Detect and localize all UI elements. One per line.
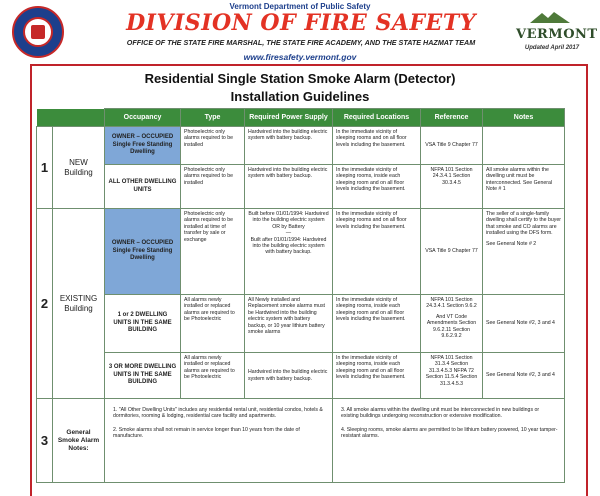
notes-cell: See General Note #2, 3 and 4 [483,295,565,353]
dps-seal-logo [12,6,64,58]
notes-seller-certify: The seller of a single-family dwelling shall certify to the buyer that smoke and CO alarms are installed using the DFS form. [486,211,561,237]
notes-cell: See General Note #2, 3 and 4 [483,353,565,399]
type-cell: All alarms newly installed or replaced alarms are required to be Photoelectric [181,295,245,353]
section-label-existing-2: Building [64,303,93,313]
col-header-type: Type [181,109,245,127]
notes-cell [483,127,565,165]
table-row [37,127,565,165]
power-after-1994: Built after 01/01/1994: Hardwired into the building electric system with battery backup. [250,236,327,256]
locations-cell: In the immediate vicinity of sleeping rooms and on all floor levels including the basement. [333,209,421,295]
reference-cell: VSA Title 9 Chapter 77 [421,127,483,165]
section-label-new-1: NEW [69,157,88,167]
section-label-existing-1: EXISTING [59,293,98,303]
website-link[interactable]: www.firesafety.vermont.gov [243,52,357,62]
section-label-new-2: Building [64,167,93,177]
table-row [37,399,565,483]
title-line-1: Residential Single Station Smoke Alarm (Detector) [144,71,456,86]
table-row [37,209,565,295]
section-number-existing: 2 [37,209,53,399]
reference-cell: NFPA 101 Section 31.3.4 Section 31.3.4.5.3 NFPA 72 Section 11.5.4 Section 31.3.4.5.3 [421,353,483,399]
table-row [37,165,565,209]
occupancy-cell: OWNER – OCCUPIED Single Free Standing Dwelling [105,209,181,295]
seal-emblem-icon [31,25,45,39]
vermont-wordmark: VERMONT [516,27,598,42]
table-header-row [37,109,565,127]
section-label-new [53,127,105,209]
power-cell [245,209,333,295]
occupancy-cell: ALL OTHER DWELLING UNITS [105,165,181,209]
power-cell: Hardwired into the building electric system with battery backup. [245,127,333,165]
col-header-locations: Required Locations [333,109,421,127]
section-number-general: 3 [37,399,53,483]
type-cell: All alarms newly installed or replaced alarms are required to be Photoelectric [181,353,245,399]
power-cell: All Newly installed and Replacement smoke alarms must be Hardwired into the building electric system with battery backup, or 10 year lithium battery smoke alarms [245,295,333,353]
col-header-notes: Notes [483,109,565,127]
section-number-new: 1 [37,127,53,209]
occupancy-cell: OWNER – OCCUPIED Single Free Standing Dwelling [105,127,181,165]
power-cell: Hardwired into the building electric system with battery backup. [245,353,333,399]
general-notes-label: General Smoke Alarm Notes: [53,399,105,483]
reference-cell: NFPA 101 Section 24.3.4.1 Section 30.3.4.5 [421,165,483,209]
vermont-logo [516,10,598,46]
locations-cell: In the immediate vicinity of sleeping rooms, inside each sleeping room and on all floor levels including the basement. [333,165,421,209]
offices-line: OFFICE OF THE STATE FIRE MARSHAL, THE STATE FIRE ACADEMY, AND THE STATE HAZMAT TEAM [126,38,476,47]
section-label-existing [53,209,105,399]
col-header-occupancy: Occupancy [105,109,181,127]
power-separator: — [285,230,292,237]
reference-cell: VSA Title 9 Chapter 77 [421,209,483,295]
department-name: Vermont Department of Public Safety [229,2,371,11]
general-notes-right [333,399,565,483]
title-line-2: Installation Guidelines [230,89,370,104]
reference-nfpa: NFPA 101 Section 24.3.4.1 Section 9.6.2 [426,297,477,310]
table-row [37,353,565,399]
type-cell: Photoelectric only alarms required to be installed [181,165,245,209]
reference-vt-amendments: And VT Code Amendments Section 9.6.2.11 Section 9.6.2.9.2 [426,313,477,340]
notes-cell: All smoke alarms within the dwelling unit must be interconnected. See General Note # 1 [483,165,565,209]
table-row [37,295,565,353]
power-cell: Hardwired into the building electric system with battery backup. [245,165,333,209]
general-note-2: 2. Smoke alarms shall not remain in service longer than 10 years from the date of manufacture. [113,426,300,440]
occupancy-cell: 3 OR MORE DWELLING UNITS IN THE SAME BUILDING [105,353,181,399]
type-cell: Photoelectric only alarms required to be installed at time of transfer by sale or exchange [181,209,245,295]
updated-date: Updated April 2017 [524,45,580,51]
document-title [100,70,500,106]
notes-cell [483,209,565,295]
reference-cell [421,295,483,353]
seal-inner-ring [23,17,53,47]
col-header-power: Required Power Supply [245,109,333,127]
general-note-1: 1. "All Other Dwelling Units" includes any residential rental unit, residential condos, hotels & dormitories, rooming & lodging, residential care facility and apartments. [113,407,323,420]
power-before-1994: Built before 01/01/1994: Hardwired into the building electric system OR by Battery [248,211,329,230]
occupancy-cell: 1 or 2 DWELLING UNITS IN THE SAME BUILDING [105,295,181,353]
locations-cell: In the immediate vicinity of sleeping rooms and on all floor levels including the basement. [333,127,421,165]
type-cell: Photoelectric only alarms required to be installed [181,127,245,165]
header-blank-num [37,109,53,127]
header-blank-cat [53,109,105,127]
general-note-3: 3. All smoke alarms within the dwelling unit must be interconnected in new buildings or existing buildings undergoing reconstruction or extensive modification. [341,407,540,420]
notes-general-ref: See General Note # 2 [486,240,537,247]
col-header-reference: Reference [421,109,483,127]
division-title: DIVISION OF FIRE SAFETY [126,10,476,36]
guidelines-table [36,108,565,483]
general-notes-left [105,399,333,483]
locations-cell: In the immediate vicinity of sleeping rooms, inside each sleeping room and on all floor levels including the basement. [333,353,421,399]
mountain-icon [516,10,586,24]
general-note-4: 4. Sleeping rooms, smoke alarms are permitted to be lithium battery powered, 10 year tamper-resistant alarms. [341,426,558,440]
locations-cell: In the immediate vicinity of sleeping rooms, inside each sleeping room and on all floor levels including the basement. [333,295,421,353]
